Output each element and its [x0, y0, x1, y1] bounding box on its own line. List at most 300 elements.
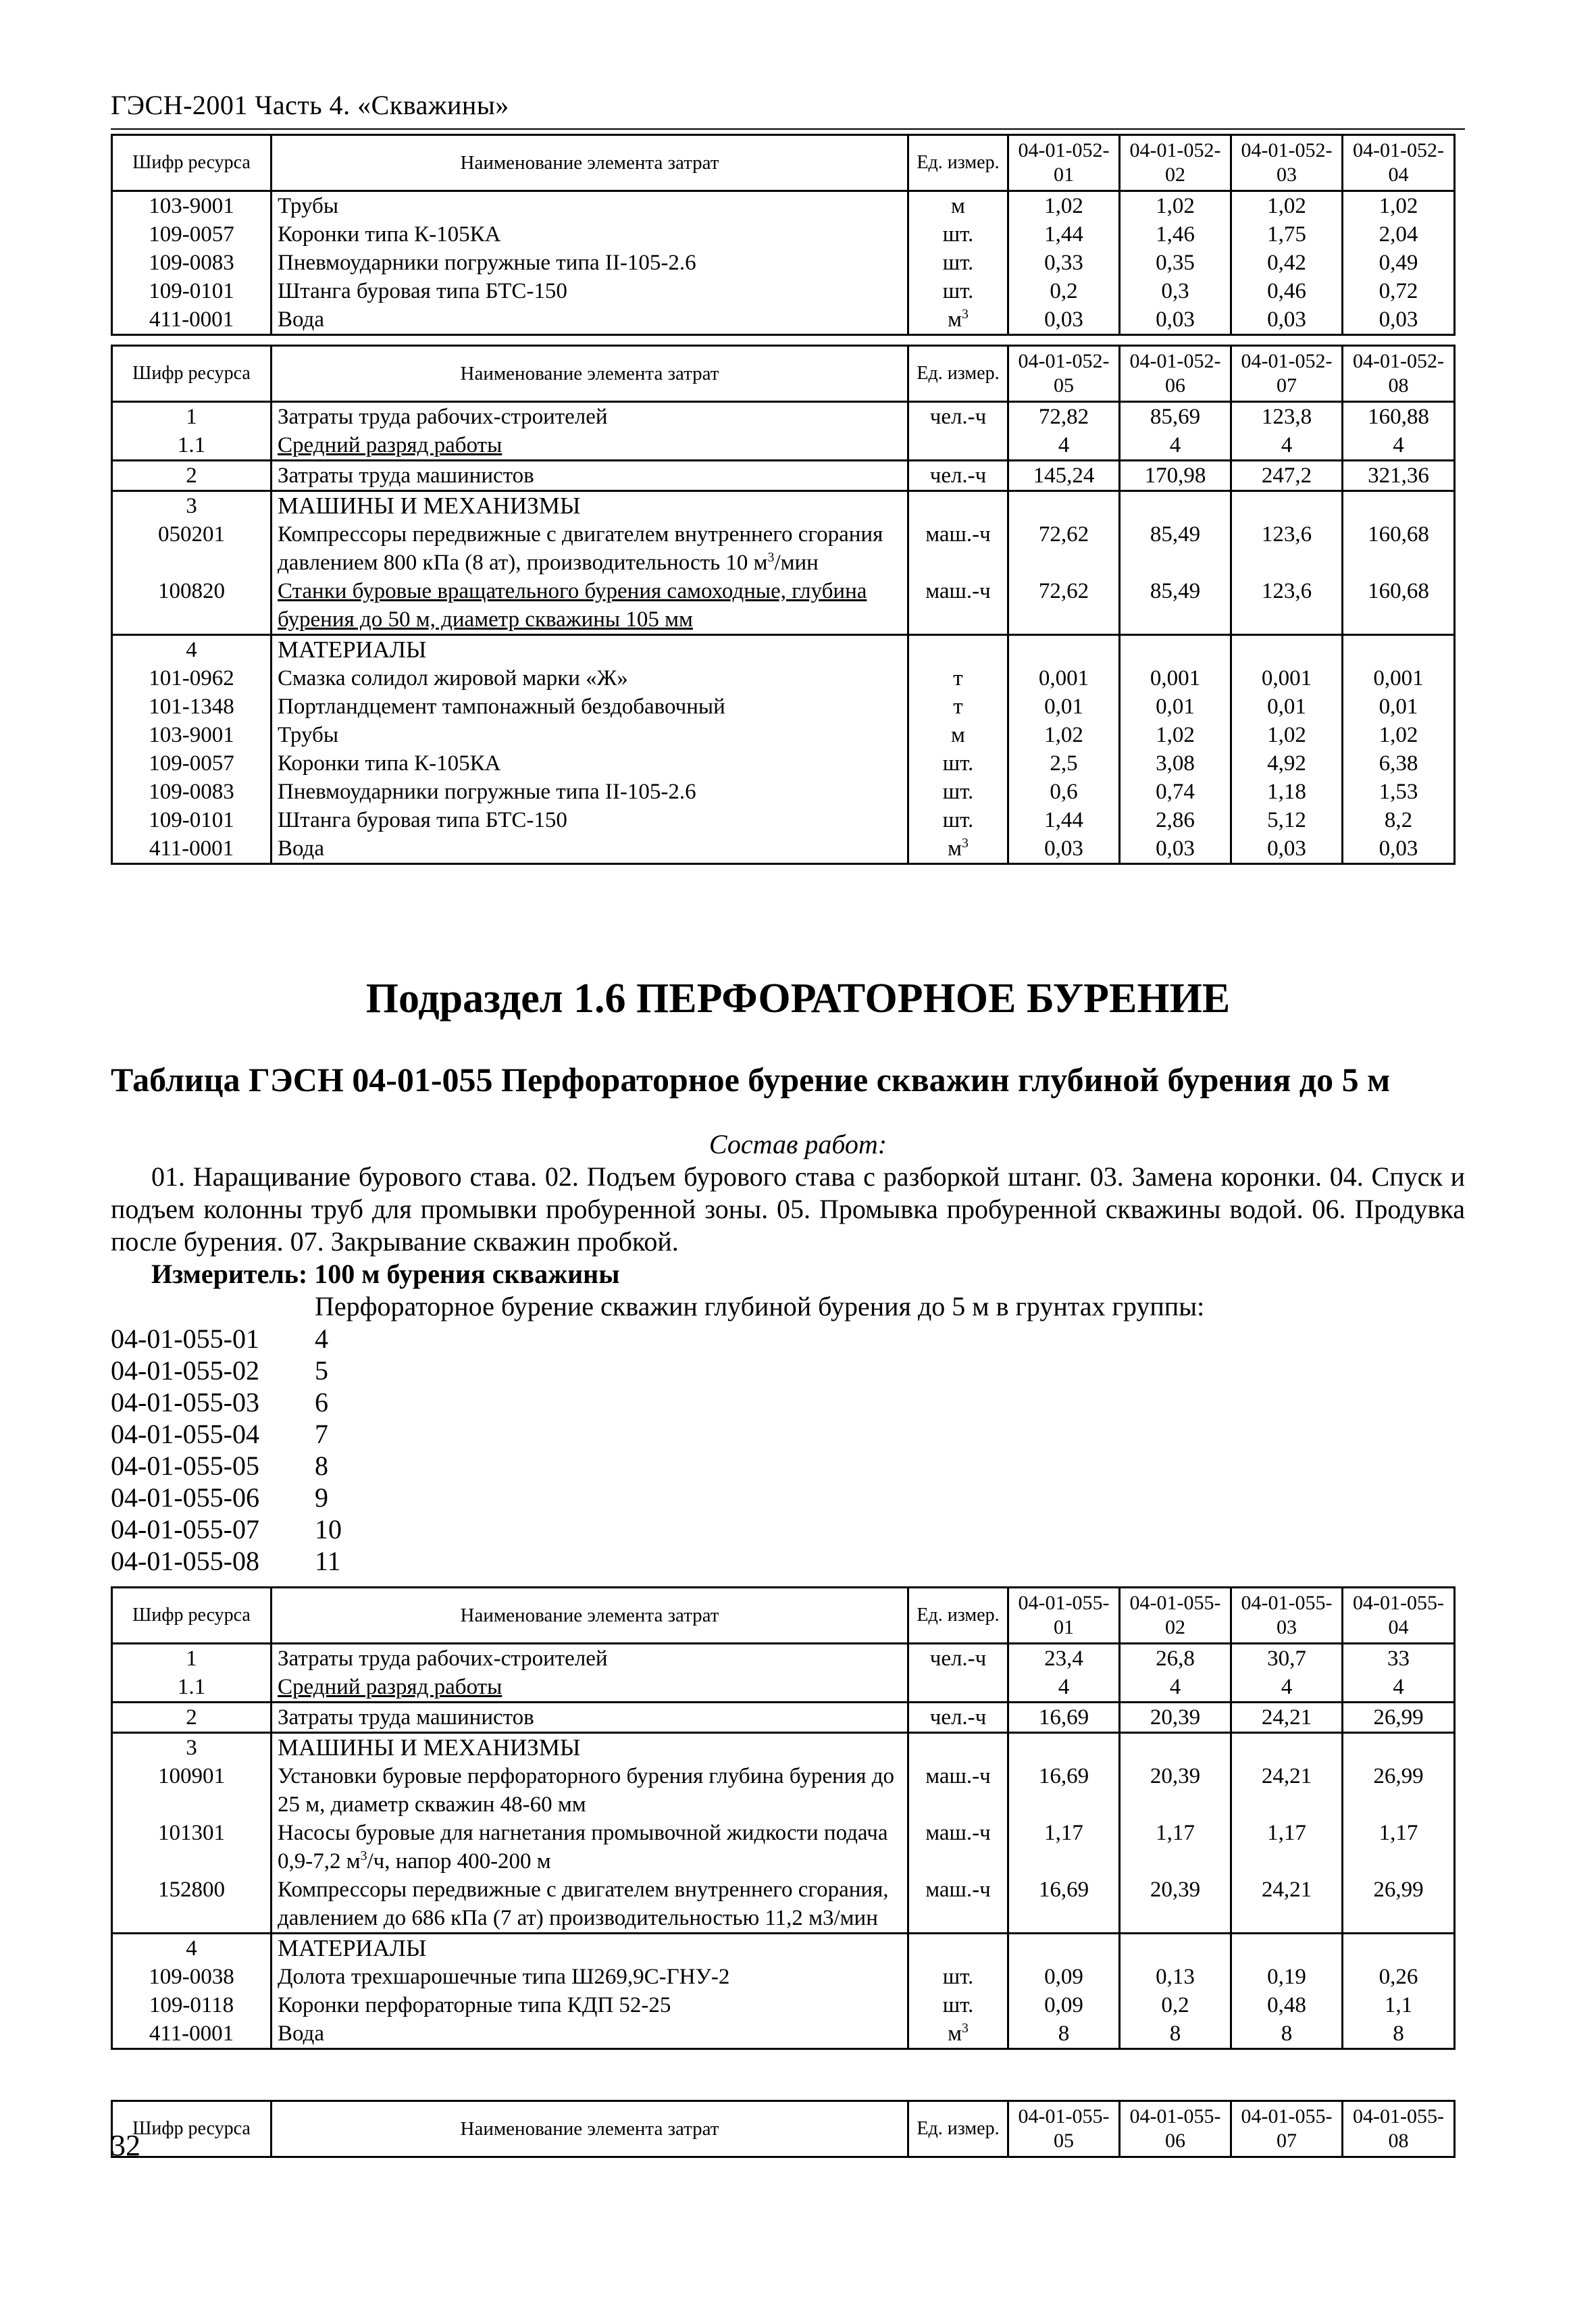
value-cell: 1,18 [1231, 778, 1343, 806]
name-text: Затраты труда машинистов [278, 463, 534, 488]
resource-name [272, 577, 908, 635]
table-row [112, 305, 1455, 335]
header-variant-code: 04-01-052-07 [1231, 346, 1343, 402]
value-cell [1231, 1733, 1343, 1763]
value-cell: 85,49 [1120, 520, 1231, 577]
value-cell: 4 [1231, 1673, 1343, 1703]
name-text: Коронки типа К-105КА [278, 751, 501, 776]
table-header-row [112, 2101, 1455, 2157]
resource-code: 3 [112, 491, 272, 521]
header-variant-code: 04-01-052-05 [1008, 346, 1120, 402]
value-cell [1343, 491, 1455, 521]
variant-group: 10 [315, 1514, 342, 1544]
value-cell: 4 [1008, 1673, 1120, 1703]
table-row [112, 2019, 1455, 2049]
value-cell: 6,38 [1343, 749, 1455, 778]
name-text: Вода [278, 836, 324, 861]
value-cell: 1,44 [1008, 220, 1120, 249]
header-code: Шифр ресурса [112, 2101, 272, 2157]
table-row [112, 220, 1455, 249]
header-variant-code: 04-01-055-01 [1008, 1588, 1120, 1644]
table-row [112, 191, 1455, 221]
value-cell: 0,03 [1343, 305, 1455, 335]
unit-cell: шт. [908, 749, 1008, 778]
name-text: Затраты труда рабочих-строителей [278, 1646, 608, 1671]
value-cell: 0,03 [1231, 834, 1343, 864]
value-cell: 1,02 [1120, 191, 1231, 221]
resource-code: 100820 [112, 577, 272, 635]
value-cell: 1,02 [1231, 191, 1343, 221]
value-cell: 123,6 [1231, 577, 1343, 635]
value-cell: 2,04 [1343, 220, 1455, 249]
work-composition-text: 01. Наращивание бурового става. 02. Подъем бурового става с разборкой штанг. 03. Замена коронки. 04. Спуск и подъем колонны труб для промывки пробуренной зоны. 05. Промывка пробуренной скважины водой. 06. Продувка после бурения. 07. Закрывание скважин пробкой. [111, 1161, 1465, 1257]
resource-table-052-01-04 [111, 134, 1456, 336]
value-cell: 26,99 [1343, 1762, 1455, 1819]
unit-cell: чел.-ч [908, 1644, 1008, 1674]
name-text: Средний разряд работы [278, 1675, 503, 1699]
resource-code: 103-9001 [112, 191, 272, 221]
table-row [112, 1876, 1455, 1934]
unit-cell [908, 1673, 1008, 1703]
value-cell [1231, 1934, 1343, 1963]
resource-table-055-01-04 [111, 1586, 1456, 2050]
unit-cell: т [908, 664, 1008, 693]
value-cell: 0,03 [1120, 834, 1231, 864]
unit-cell: шт. [908, 249, 1008, 277]
table-row [112, 577, 1455, 635]
resource-name [272, 1819, 908, 1876]
variant-row [111, 1386, 342, 1418]
value-cell: 1,17 [1343, 1819, 1455, 1876]
variant-row [111, 1513, 342, 1545]
header-variant-code: 04-01-055-04 [1343, 1588, 1455, 1644]
name-text: Компрессоры передвижные с двигателем внутреннего сгорания, давлением до 686 кПа (7 ат) производительностью 11,2 м3/мин [278, 1878, 889, 1930]
unit-cell [908, 305, 1008, 335]
resource-name [272, 191, 908, 221]
header-variant-code: 04-01-055-06 [1120, 2101, 1231, 2157]
name-part: /мин [774, 551, 819, 575]
resource-code: 103-9001 [112, 721, 272, 749]
resource-name [272, 249, 908, 277]
name-text: Коронки перфораторные типа КДП 52-25 [278, 1993, 671, 2017]
header-variant-code: 04-01-055-03 [1231, 1588, 1343, 1644]
value-cell: 160,68 [1343, 520, 1455, 577]
value-cell: 20,39 [1120, 1876, 1231, 1934]
resource-code: 1.1 [112, 431, 272, 461]
value-cell: 24,21 [1231, 1876, 1343, 1934]
value-cell: 72,82 [1008, 402, 1120, 432]
variant-group: 8 [315, 1451, 328, 1481]
table-row [112, 461, 1455, 491]
header-code: Шифр ресурса [112, 135, 272, 191]
resource-code: 050201 [112, 520, 272, 577]
header-variant-code: 04-01-052-03 [1231, 135, 1343, 191]
resource-name [272, 2019, 908, 2049]
name-superscript: 3 [767, 550, 775, 565]
value-cell [1008, 491, 1120, 521]
name-part: /ч, напор 400-200 м [367, 1849, 551, 1873]
resource-code: 3 [112, 1733, 272, 1763]
variant-code: 04-01-055-08 [111, 1546, 259, 1576]
value-cell: 24,21 [1231, 1762, 1343, 1819]
value-cell: 0,03 [1008, 305, 1120, 335]
name-text: Портландцемент тампонажный бездобавочный [278, 695, 725, 719]
value-cell: 0,6 [1008, 778, 1120, 806]
resource-name [272, 402, 908, 432]
header-variant-code: 04-01-052-06 [1120, 346, 1231, 402]
value-cell: 1,02 [1120, 721, 1231, 749]
value-cell: 2,86 [1120, 806, 1231, 834]
header-variant-code: 04-01-055-05 [1008, 2101, 1120, 2157]
unit-cell [908, 1934, 1008, 1963]
resource-name [272, 1991, 908, 2019]
value-cell [1231, 491, 1343, 521]
unit-cell: шт. [908, 277, 1008, 305]
value-cell: 1,02 [1008, 721, 1120, 749]
unit-cell: шт. [908, 220, 1008, 249]
resource-code: 2 [112, 461, 272, 491]
resource-code: 100901 [112, 1762, 272, 1819]
unit-cell: маш.-ч [908, 1876, 1008, 1934]
value-cell: 321,36 [1343, 461, 1455, 491]
header-code: Шифр ресурса [112, 1588, 272, 1644]
variant-title: Перфораторное бурение скважин глубиной бурения до 5 м в грунтах группы: [315, 1291, 1205, 1322]
variant-group: 4 [315, 1324, 328, 1354]
value-cell: 0,48 [1231, 1991, 1343, 2019]
value-cell [1120, 1934, 1231, 1963]
resource-code: 411-0001 [112, 834, 272, 864]
value-cell: 26,99 [1343, 1703, 1455, 1733]
value-cell: 1,75 [1231, 220, 1343, 249]
table-header-row [112, 1588, 1455, 1644]
unit-superscript: 3 [962, 2021, 969, 2036]
header-variant-code: 04-01-052-04 [1343, 135, 1455, 191]
name-part: Насосы буровые для нагнетания промывочной жидкости подача 0,9-7,2 м [278, 1821, 888, 1873]
table-row [112, 1644, 1455, 1674]
value-cell: 85,69 [1120, 402, 1231, 432]
variant-code: 04-01-055-06 [111, 1482, 259, 1513]
resource-code: 101301 [112, 1819, 272, 1876]
unit-cell [908, 635, 1008, 665]
value-cell [1343, 1733, 1455, 1763]
header-variant-code: 04-01-052-01 [1008, 135, 1120, 191]
header-code: Шифр ресурса [112, 346, 272, 402]
variant-code: 04-01-055-03 [111, 1387, 259, 1417]
resource-table-052-05-08 [111, 345, 1456, 865]
unit-cell: чел.-ч [908, 461, 1008, 491]
table-row [112, 277, 1455, 305]
name-text: Штанга буровая типа БТС-150 [278, 279, 567, 303]
variant-code: 04-01-055-01 [111, 1324, 259, 1354]
value-cell: 30,7 [1231, 1644, 1343, 1674]
table-row [112, 1733, 1455, 1763]
resource-name [272, 664, 908, 693]
name-text: Трубы [278, 194, 338, 218]
name-text: Пневмоударники погружные типа II-105-2.6 [278, 780, 696, 804]
name-text: МАТЕРИАЛЫ [278, 1935, 427, 1961]
table-row [112, 249, 1455, 277]
variant-row [111, 1545, 342, 1577]
name-superscript: 3 [360, 1848, 367, 1863]
value-cell: 8 [1231, 2019, 1343, 2049]
unit-cell [908, 834, 1008, 864]
resource-code: 1.1 [112, 1673, 272, 1703]
name-part: Компрессоры передвижные с двигателем внутреннего сгорания давлением 800 кПа (8 ат), производительность 10 м [278, 522, 883, 575]
value-cell: 72,62 [1008, 577, 1120, 635]
value-cell: 20,39 [1120, 1703, 1231, 1733]
unit-cell: м [908, 721, 1008, 749]
unit-cell: маш.-ч [908, 577, 1008, 635]
value-cell: 1,17 [1231, 1819, 1343, 1876]
value-cell: 0,09 [1008, 1991, 1120, 2019]
unit-cell: шт. [908, 806, 1008, 834]
resource-code: 4 [112, 1934, 272, 1963]
table-row [112, 1991, 1455, 2019]
unit-cell: шт. [908, 1991, 1008, 2019]
value-cell: 1,02 [1343, 721, 1455, 749]
resource-name [272, 778, 908, 806]
meter-line: Измеритель: 100 м бурения скважины [151, 1259, 620, 1289]
header-unit: Ед. измер. [908, 135, 1008, 191]
name-text: Коронки типа К-105КА [278, 222, 501, 247]
variant-code: 04-01-055-05 [111, 1451, 259, 1481]
value-cell: 26,8 [1120, 1644, 1231, 1674]
table-row [112, 834, 1455, 864]
variant-row [111, 1482, 342, 1513]
value-cell: 4 [1120, 431, 1231, 461]
table-row [112, 431, 1455, 461]
value-cell: 72,62 [1008, 520, 1120, 577]
variant-code: 04-01-055-07 [111, 1514, 259, 1544]
work-composition-title: Состав работ: [709, 1129, 887, 1159]
value-cell [1231, 635, 1343, 665]
table-row [112, 778, 1455, 806]
value-cell: 4 [1343, 431, 1455, 461]
name-text: МАТЕРИАЛЫ [278, 636, 427, 663]
unit-cell: чел.-ч [908, 402, 1008, 432]
variant-row [111, 1323, 342, 1355]
value-cell: 1,46 [1120, 220, 1231, 249]
unit-cell: маш.-ч [908, 1762, 1008, 1819]
table-row [112, 693, 1455, 721]
resource-name [272, 305, 908, 335]
value-cell: 1,02 [1008, 191, 1120, 221]
value-cell: 16,69 [1008, 1703, 1120, 1733]
header-name: Наименование элемента затрат [272, 346, 908, 402]
resource-name [272, 277, 908, 305]
resource-code: 4 [112, 635, 272, 665]
unit-superscript: 3 [962, 307, 969, 322]
table-row [112, 1762, 1455, 1819]
value-cell [1008, 635, 1120, 665]
value-cell: 0,49 [1343, 249, 1455, 277]
name-text: Трубы [278, 723, 338, 747]
variant-group: 11 [315, 1546, 341, 1576]
resource-code: 1 [112, 402, 272, 432]
value-cell: 26,99 [1343, 1876, 1455, 1934]
name-text: Установки буровые перфораторного бурения глубина бурения до 25 м, диаметр скважин 48-60 мм [278, 1764, 895, 1817]
value-cell: 145,24 [1008, 461, 1120, 491]
table-header-row [112, 346, 1455, 402]
header-name: Наименование элемента затрат [272, 135, 908, 191]
name-text: Вода [278, 307, 324, 332]
resource-name [272, 1703, 908, 1733]
resource-name [272, 1963, 908, 1991]
subsection-title: Подраздел 1.6 ПЕРФОРАТОРНОЕ БУРЕНИЕ [365, 976, 1231, 1022]
unit-cell: м [908, 191, 1008, 221]
header-rule [111, 128, 1465, 130]
variant-row [111, 1355, 342, 1386]
running-head: ГЭСН-2001 Часть 4. «Скважины» [111, 90, 509, 120]
unit-text: м [948, 836, 962, 861]
value-cell: 85,49 [1120, 577, 1231, 635]
table-row [112, 664, 1455, 693]
unit-text: м [948, 307, 962, 332]
value-cell: 160,88 [1343, 402, 1455, 432]
value-cell: 1,02 [1343, 191, 1455, 221]
variant-group: 9 [315, 1482, 328, 1513]
value-cell: 33 [1343, 1644, 1455, 1674]
variant-group: 5 [315, 1355, 328, 1386]
value-cell: 8,2 [1343, 806, 1455, 834]
name-text: Пневмоударники погружные типа II-105-2.6 [278, 251, 696, 275]
value-cell: 24,21 [1231, 1703, 1343, 1733]
resource-code: 101-0962 [112, 664, 272, 693]
variant-group: 6 [315, 1387, 328, 1417]
resource-code: 1 [112, 1644, 272, 1674]
value-cell: 0,001 [1343, 664, 1455, 693]
value-cell: 16,69 [1008, 1762, 1120, 1819]
value-cell: 0,13 [1120, 1963, 1231, 1991]
resource-name [272, 1644, 908, 1674]
value-cell [1008, 1733, 1120, 1763]
resource-code: 109-0083 [112, 778, 272, 806]
resource-name [272, 1876, 908, 1934]
unit-text: м [948, 2021, 962, 2046]
header-name: Наименование элемента затрат [272, 1588, 908, 1644]
table-row [112, 1703, 1455, 1733]
value-cell: 0,03 [1008, 834, 1120, 864]
value-cell [1120, 635, 1231, 665]
name-text: МАШИНЫ И МЕХАНИЗМЫ [278, 1734, 581, 1761]
value-cell: 0,42 [1231, 249, 1343, 277]
page-number: 32 [111, 2129, 140, 2162]
value-cell: 4 [1008, 431, 1120, 461]
resource-code: 152800 [112, 1876, 272, 1934]
resource-name [272, 1673, 908, 1703]
variant-code: 04-01-055-02 [111, 1355, 259, 1386]
value-cell: 0,01 [1231, 693, 1343, 721]
resource-name [272, 806, 908, 834]
value-cell: 0,33 [1008, 249, 1120, 277]
name-text: Смазка солидол жировой марки «Ж» [278, 666, 628, 690]
resource-name [272, 749, 908, 778]
value-cell: 8 [1343, 2019, 1455, 2049]
value-cell: 0,2 [1120, 1991, 1231, 2019]
value-cell: 0,01 [1120, 693, 1231, 721]
table-row [112, 635, 1455, 665]
variant-code: 04-01-055-04 [111, 1419, 259, 1449]
table-row [112, 402, 1455, 432]
value-cell [1008, 1934, 1120, 1963]
value-cell: 0,01 [1343, 693, 1455, 721]
header-unit: Ед. измер. [908, 346, 1008, 402]
value-cell: 1,17 [1120, 1819, 1231, 1876]
resource-code: 109-0057 [112, 220, 272, 249]
resource-name [272, 491, 908, 521]
table-row [112, 520, 1455, 577]
header-variant-code: 04-01-052-02 [1120, 135, 1231, 191]
unit-cell [908, 491, 1008, 521]
name-text: Затраты труда рабочих-строителей [278, 405, 608, 429]
value-cell: 247,2 [1231, 461, 1343, 491]
value-cell: 0,19 [1231, 1963, 1343, 1991]
unit-cell: чел.-ч [908, 1703, 1008, 1733]
unit-cell [908, 431, 1008, 461]
name-text: МАШИНЫ И МЕХАНИЗМЫ [278, 493, 581, 519]
value-cell: 0,09 [1008, 1963, 1120, 1991]
value-cell: 160,68 [1343, 577, 1455, 635]
variant-row [111, 1450, 342, 1482]
unit-cell: т [908, 693, 1008, 721]
value-cell: 20,39 [1120, 1762, 1231, 1819]
table-row [112, 1963, 1455, 1991]
value-cell: 123,6 [1231, 520, 1343, 577]
resource-name [272, 461, 908, 491]
table-title: Таблица ГЭСН 04-01-055 Перфораторное бурение скважин глубиной бурения до 5 м [111, 1061, 1391, 1099]
unit-cell: шт. [908, 1963, 1008, 1991]
value-cell: 8 [1008, 2019, 1120, 2049]
value-cell: 0,26 [1343, 1963, 1455, 1991]
value-cell: 4 [1231, 431, 1343, 461]
name-text: Средний разряд работы [278, 433, 503, 457]
value-cell: 5,12 [1231, 806, 1343, 834]
resource-name [272, 1934, 908, 1963]
resource-code: 109-0101 [112, 277, 272, 305]
table-row [112, 1934, 1455, 1963]
value-cell [1120, 491, 1231, 521]
resource-code: 109-0118 [112, 1991, 272, 2019]
value-cell: 0,35 [1120, 249, 1231, 277]
value-cell [1343, 1934, 1455, 1963]
value-cell: 1,44 [1008, 806, 1120, 834]
header-variant-code: 04-01-055-08 [1343, 2101, 1455, 2157]
resource-name [272, 1733, 908, 1763]
value-cell: 0,46 [1231, 277, 1343, 305]
resource-table-055-05-08 [111, 2100, 1456, 2158]
resource-name [272, 520, 908, 577]
unit-cell: шт. [908, 778, 1008, 806]
table-row [112, 1819, 1455, 1876]
header-variant-code: 04-01-052-08 [1343, 346, 1455, 402]
value-cell: 2,5 [1008, 749, 1120, 778]
table-row [112, 749, 1455, 778]
resource-code: 109-0038 [112, 1963, 272, 1991]
unit-superscript: 3 [962, 836, 969, 851]
unit-cell [908, 2019, 1008, 2049]
resource-code: 109-0057 [112, 749, 272, 778]
resource-code: 411-0001 [112, 2019, 272, 2049]
table-row [112, 491, 1455, 521]
value-cell: 0,03 [1343, 834, 1455, 864]
value-cell: 123,8 [1231, 402, 1343, 432]
table-header-row [112, 135, 1455, 191]
value-cell: 0,74 [1120, 778, 1231, 806]
header-variant-code: 04-01-055-07 [1231, 2101, 1343, 2157]
resource-name [272, 834, 908, 864]
value-cell: 0,03 [1120, 305, 1231, 335]
value-cell: 1,53 [1343, 778, 1455, 806]
